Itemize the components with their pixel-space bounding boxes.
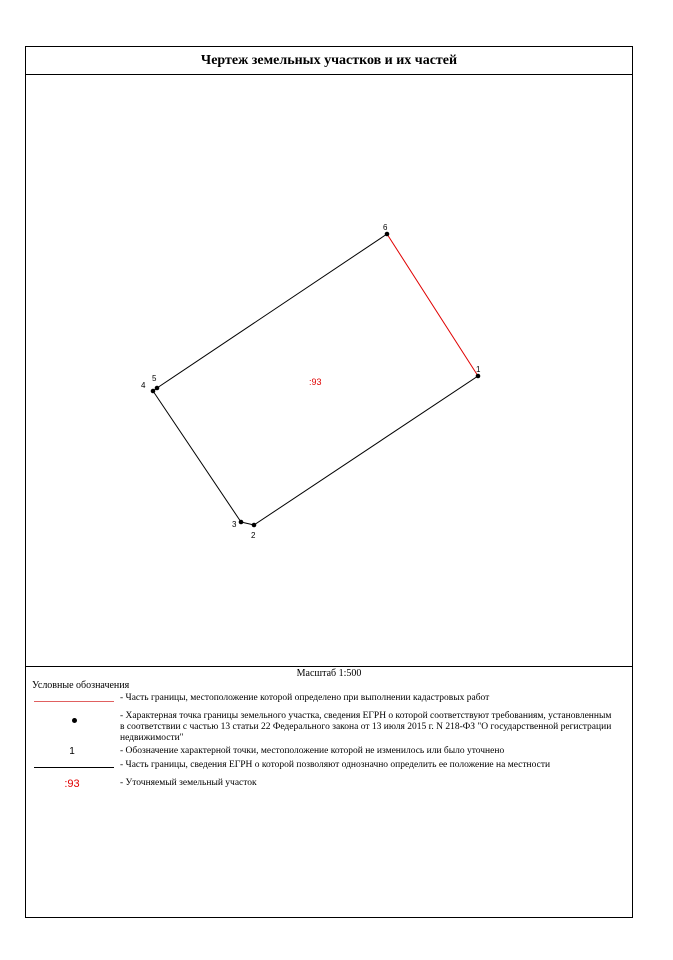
- legend-symbol: [32, 746, 112, 760]
- parcel-drawing: [26, 47, 632, 664]
- point-label-3: 3: [232, 520, 237, 529]
- red-boundary-line-icon: [34, 701, 114, 702]
- point-marker-1: [476, 374, 481, 379]
- legend-symbol: [32, 778, 112, 792]
- point-marker-4: [151, 389, 156, 394]
- point-marker-5: [155, 386, 160, 391]
- point-number-sample: 1: [69, 746, 75, 757]
- legend-symbol: [32, 760, 112, 774]
- boundary-line-6-1: [387, 234, 478, 376]
- black-boundary-line-icon: [34, 767, 114, 768]
- legend-text: - Характерная точка границы земельного участка, сведения ЕГРН о которой соответствуют требованиям, установленным в соответствии с частью 13 статьи 22 Федерального закона от 13 июля 2015 г. N 218-ФЗ "О государственной регистрации недвижимости": [120, 711, 612, 743]
- point-label-1: 1: [476, 365, 481, 374]
- boundary-line-3-4: [153, 391, 241, 522]
- point-label-6: 6: [383, 223, 388, 232]
- legend-title: Условные обозначения: [32, 680, 130, 691]
- parcel-label-sample: :93: [64, 778, 80, 790]
- sheet-title: Чертеж земельных участков и их частей: [26, 47, 632, 75]
- boundary-line-1-2: [254, 376, 478, 525]
- point-label-5: 5: [152, 374, 157, 383]
- legend-symbol: [32, 714, 112, 728]
- legend-divider: [26, 666, 632, 667]
- point-marker-6: [385, 232, 390, 237]
- legend-text: - Уточняемый земельный участок: [120, 778, 257, 788]
- legend-text: - Обозначение характерной точки, местоположение которой не изменилось или было уточнено: [120, 746, 505, 756]
- point-label-4: 4: [141, 381, 146, 390]
- scale-label: Масштаб 1:500: [296, 668, 362, 679]
- legend-text: - Часть границы, сведения ЕГРН о которой позволяют однозначно определить ее положение на местности: [120, 760, 551, 770]
- point-marker-2: [252, 523, 257, 528]
- legend-text: - Часть границы, местоположение которой определено при выполнении кадастровых работ: [120, 693, 490, 703]
- parcel-label: :93: [309, 377, 322, 387]
- boundary-line-5-6: [157, 234, 387, 388]
- legend-symbol: [32, 693, 112, 707]
- drawing-sheet: [25, 46, 633, 918]
- point-label-2: 2: [251, 531, 256, 540]
- point-dot-icon: [72, 718, 77, 723]
- point-marker-3: [239, 520, 244, 525]
